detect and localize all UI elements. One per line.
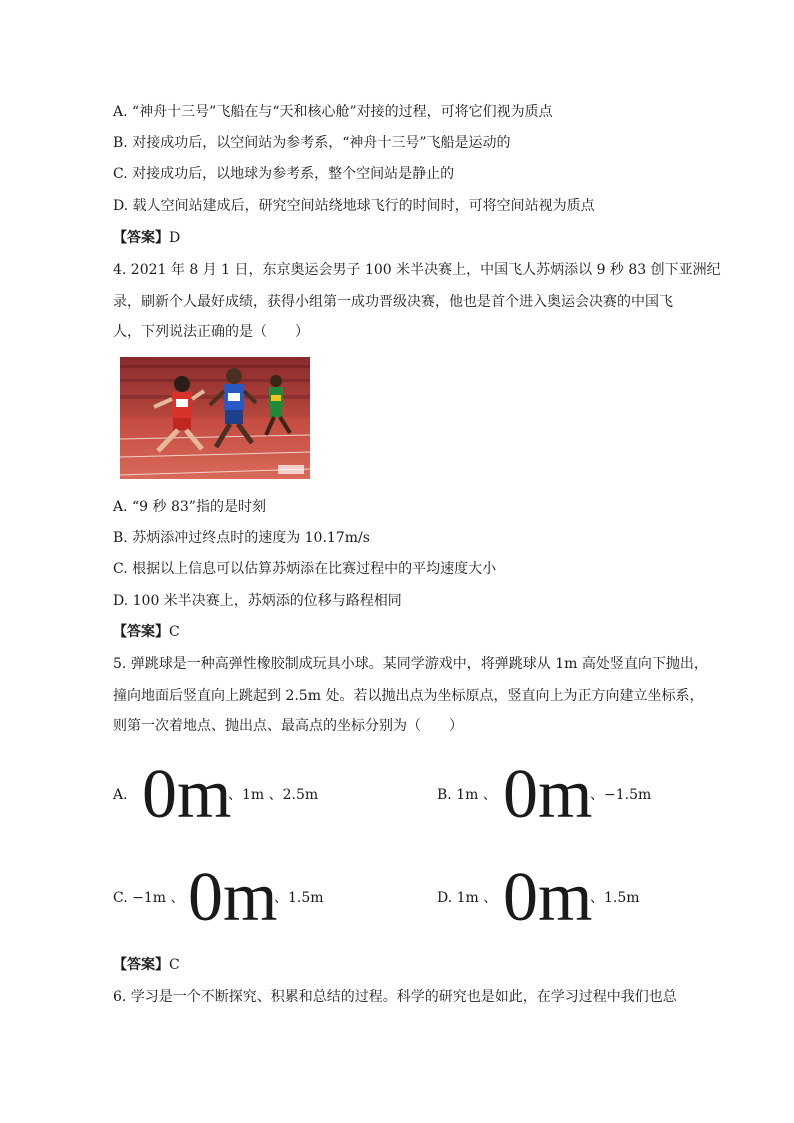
- answer-tag: 【答案】: [113, 957, 169, 973]
- q4-option-b: B. 苏炳添冲过终点时的速度为 10.17m/s: [113, 530, 370, 546]
- q5-option-b-rest: 、−1.5m: [590, 787, 652, 803]
- q4-stem-line-2: 录，刷新个人最好成绩，获得小组第一成功晋级决赛，他也是首个进入奥运会决赛的中国飞: [113, 294, 673, 310]
- answer-value: D: [169, 230, 181, 246]
- q5-stem-line-2: 撞向地面后竖直向上跳起到 2.5m 处。若以抛出点为坐标原点，竖直向上为正方向建立坐标系，: [113, 688, 704, 704]
- answer-tag: 【答案】: [113, 230, 169, 246]
- answer-tag: 【答案】: [113, 624, 169, 640]
- q5-option-a-rest: 、1m 、2.5m: [228, 787, 319, 803]
- q5-option-c-label: C. −1m 、: [113, 890, 185, 906]
- q3-answer: [113, 228, 180, 248]
- q4-option-d: D. 100 米半决赛上，苏炳添的位移与路程相同: [113, 593, 402, 609]
- q5-option-d-rest: 、1.5m: [590, 890, 640, 906]
- q4-stem-line-1: 4. 2021 年 8 月 1 日，东京奥运会男子 100 米半决赛上，中国飞人苏炳添以 9 秒 83 创下亚洲纪: [113, 262, 721, 278]
- q4-option-c: C. 根据以上信息可以估算苏炳添在比赛过程中的平均速度大小: [113, 561, 497, 577]
- answer-value: C: [169, 624, 180, 640]
- q3-option-d: D. 载人空间站建成后，研究空间站绕地球飞行的时间时，可将空间站视为质点: [113, 198, 595, 214]
- q5-option-c-big-value: 0m: [188, 859, 278, 936]
- q5-option-d-big-value: 0m: [503, 859, 593, 936]
- q3-option-c: C. 对接成功后，以地球为参考系，整个空间站是静止的: [113, 166, 455, 182]
- q4-answer: [113, 622, 180, 642]
- q5-option-a-big-value: 0m: [142, 756, 232, 833]
- q5-option-b-label: B. 1m 、: [437, 787, 497, 803]
- q3-option-b: B. 对接成功后，以空间站为参考系，“神舟十三号”飞船是运动的: [113, 135, 511, 151]
- sprint-race-illustration: [120, 357, 310, 479]
- answer-value: C: [169, 957, 180, 973]
- q4-stem-line-3: 人，下列说法正确的是（ ）: [113, 324, 309, 340]
- q6-stem-line-1: 6. 学习是一个不断探究、积累和总结的过程。科学的研究也是如此，在学习过程中我们也总: [113, 989, 677, 1005]
- q3-option-a: A. “神舟十三号”飞船在与“天和核心舱”对接的过程，可将它们视为质点: [113, 104, 553, 120]
- q5-option-c-rest: 、1.5m: [274, 890, 324, 906]
- sprint-race-photo: [120, 357, 310, 479]
- q5-answer: [113, 955, 180, 975]
- q5-option-a-label: A.: [113, 787, 128, 803]
- q5-stem-line-3: 则第一次着地点、抛出点、最高点的坐标分别为（ ）: [113, 718, 463, 734]
- q5-stem-line-1: 5. 弹跳球是一种高弹性橡胶制成玩具小球。某同学游戏中，将弹跳球从 1m 高处竖直向下抛出，: [113, 656, 708, 672]
- q5-option-b-big-value: 0m: [503, 756, 593, 833]
- q5-option-d-label: D. 1m 、: [437, 890, 498, 906]
- q4-option-a: A. “9 秒 83”指的是时刻: [113, 499, 266, 515]
